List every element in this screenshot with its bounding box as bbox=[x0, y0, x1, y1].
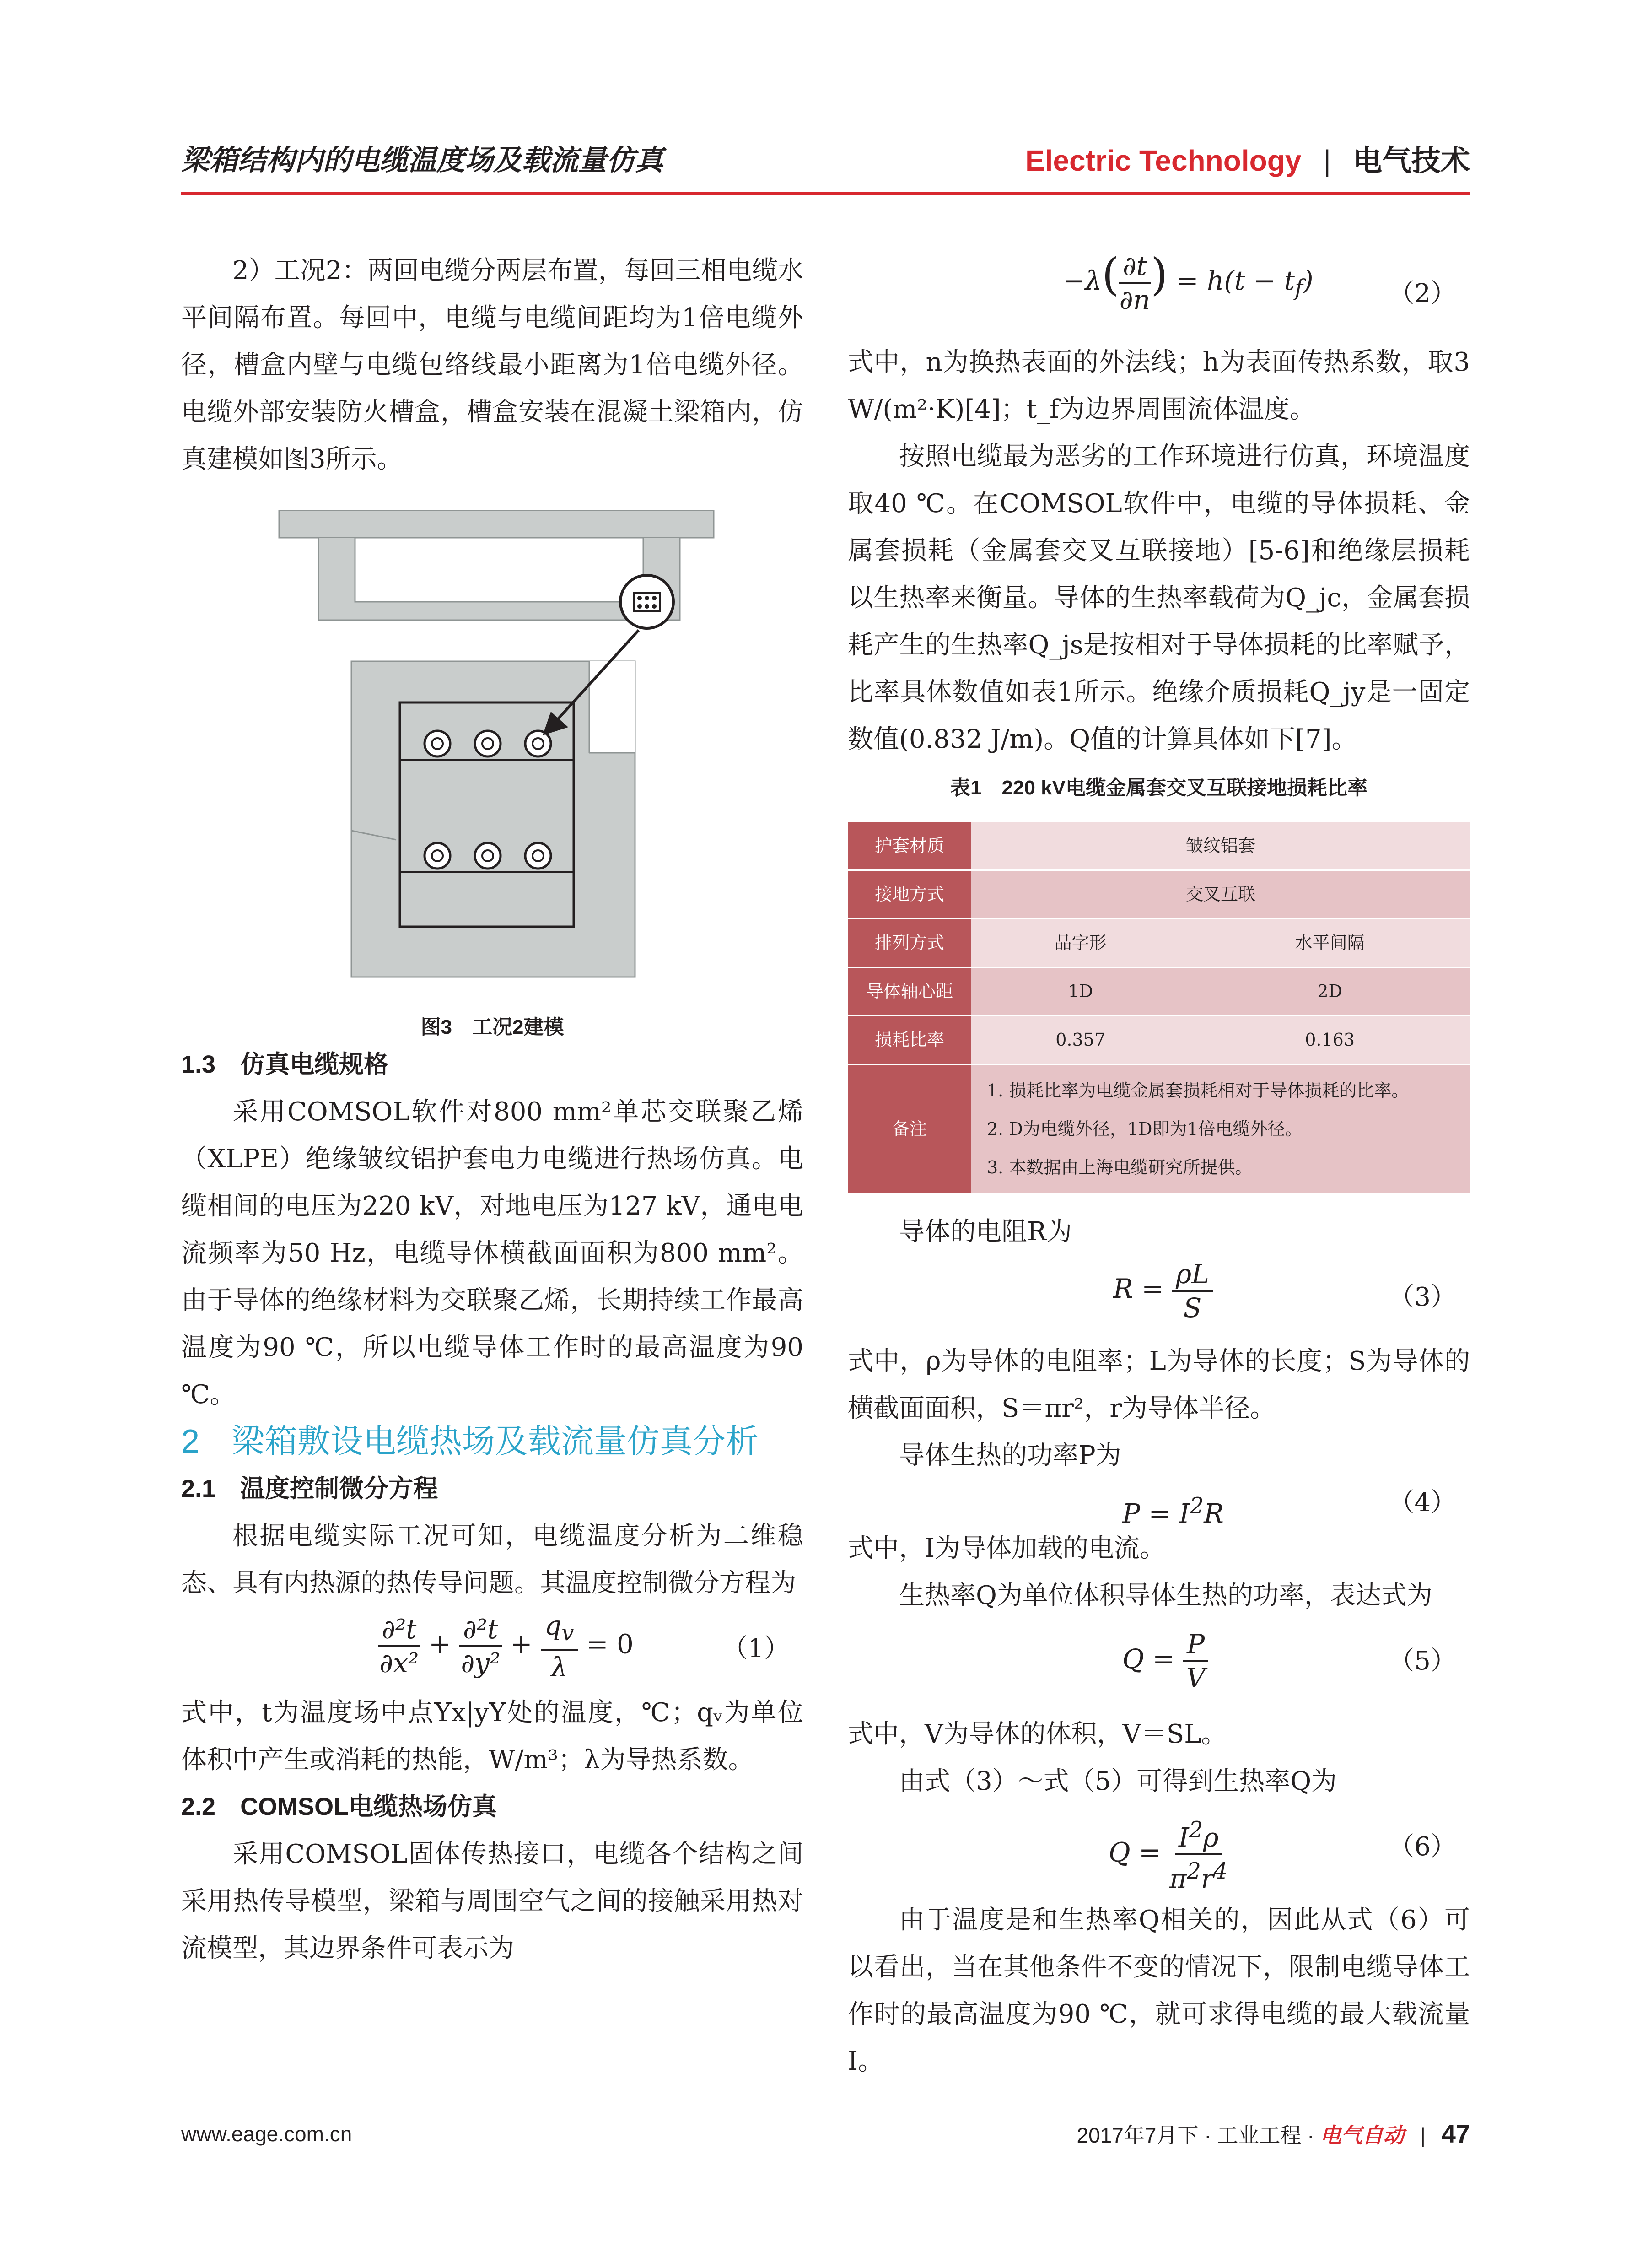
paragraph: 2）工况2：两回电缆分两层布置，每回三相电缆水平间隔布置。每回中，电缆与电缆间距均为1倍电缆外径，槽盒内壁与电缆包络线最小距离为1倍电缆外径。电缆外部安装防火槽盒，槽盒安装在混凝土梁箱内，仿真建模如图3所示。 bbox=[181, 256, 803, 474]
journal-logo: 电气自动 bbox=[1320, 2123, 1405, 2147]
table-note: 1. 损耗比率为电缆金属套损耗相对于导体损耗的比率。 bbox=[987, 1080, 1409, 1101]
table-1 bbox=[848, 822, 1470, 1194]
paragraph: 式中，t为温度场中点Yx|yY处的温度，℃；qᵥ为单位体积中产生或消耗的热能，W/m³；λ为导热系数。 bbox=[181, 1698, 803, 1775]
paragraph: 由式（3）～式（5）可得到生热率Q为 bbox=[899, 1766, 1337, 1796]
table-cell: 2D bbox=[1190, 967, 1470, 1016]
footer-info bbox=[1077, 2119, 1470, 2149]
table-cell: 水平间隔 bbox=[1190, 919, 1470, 967]
paragraph: 根据电缆实际工况可知，电缆温度分析为二维稳态、具有内热源的热传导问题。其温度控制微分方程为 bbox=[181, 1521, 803, 1598]
left-column bbox=[181, 247, 803, 1972]
equation-2: −λ( $\frac{\partial t}{\partial n}$ ) = $h(t - t_f)$ （2） bbox=[848, 247, 1470, 339]
equation-6: Q = $\frac{I^2\rho}{\pi^2r^4}$ （6） bbox=[848, 1805, 1470, 1896]
section-heading-2-2: 2.2 COMSOL电缆热场仿真 bbox=[181, 1793, 497, 1820]
table-cell: 备注 bbox=[848, 1064, 971, 1194]
paragraph: 式中，n为换热表面的外法线；h为表面传热系数，取3 W/(m²·K)[4]；t_f为边界周围流体温度。 bbox=[848, 347, 1470, 424]
running-title: 梁箱结构内的电缆温度场及载流量仿真 bbox=[181, 143, 664, 177]
paragraph: 导体生热的功率P为 bbox=[899, 1441, 1121, 1470]
table-row bbox=[848, 967, 1470, 1016]
table-row bbox=[848, 919, 1470, 967]
table-cell: 排列方式 bbox=[848, 919, 971, 967]
paragraph: 生热率Q为单位体积导体生热的功率，表达式为 bbox=[899, 1581, 1432, 1610]
figure-3-diagram bbox=[181, 510, 803, 1004]
figure-caption: 图3 工况2建模 bbox=[420, 1016, 564, 1038]
journal-name-en: Electric Technology bbox=[1025, 144, 1302, 177]
paragraph: 由于温度是和生热率Q相关的，因此从式（6）可以看出，当在其他条件不变的情况下，限制电缆导体工作时的最高温度为90 ℃，就可求得电缆的最大载流量I。 bbox=[848, 1905, 1470, 2076]
paragraph: 采用COMSOL固体传热接口，电缆各个结构之间采用热传导模型，梁箱与周围空气之间的接触采用热对流模型，其边界条件可表示为 bbox=[181, 1839, 803, 1963]
journal-name-cn: 电气技术 bbox=[1353, 144, 1470, 177]
section-heading-1-3: 1.3 仿真电缆规格 bbox=[181, 1051, 389, 1078]
paragraph: 导体的电阻R为 bbox=[899, 1217, 1072, 1247]
section-title: 梁箱敷设电缆热场及载流量仿真分析 bbox=[231, 1423, 759, 1460]
footer-url: www.eage.com.cn bbox=[181, 2122, 352, 2146]
table-cell: 交叉互联 bbox=[971, 870, 1470, 919]
table-row bbox=[848, 1064, 1470, 1194]
right-column bbox=[848, 247, 1470, 2085]
paragraph: 式中，ρ为导体的电阻率；L为导体的长度；S为导体的横截面面积，S＝πr²，r为导体半径。 bbox=[848, 1346, 1470, 1423]
equation-3: R = $\frac{\rho L}{S}$ （3） bbox=[1113, 1258, 1456, 1323]
table-notes bbox=[971, 1064, 1470, 1194]
table-note: 3. 本数据由上海电缆研究所提供。 bbox=[987, 1157, 1253, 1177]
table-cell: 0.357 bbox=[971, 1016, 1190, 1064]
figure-3 bbox=[181, 510, 803, 1041]
table-row bbox=[848, 1016, 1470, 1064]
table-cell: 接地方式 bbox=[848, 870, 971, 919]
footer-issue: 2017年7月下 · 工业工程 · bbox=[1077, 2123, 1314, 2147]
equation-number: （2） bbox=[1389, 279, 1456, 308]
table-row bbox=[848, 822, 1470, 870]
table-cell: 品字形 bbox=[971, 919, 1190, 967]
equation-number: （3） bbox=[1389, 1282, 1456, 1312]
equation-1: $\frac{\text{∂²t}}{\text{∂x²}}$ + $\frac{\text{∂²t}}{\text{∂y²}}$ + $\frac{q_v}{\lambda}$ = 0 （1） bbox=[181, 1607, 803, 1689]
footer-separator: | bbox=[1420, 2123, 1426, 2147]
header-rule bbox=[181, 192, 1470, 195]
table-note: 2. D为电缆外径，1D即为1倍电缆外径。 bbox=[987, 1119, 1303, 1139]
paragraph: 式中，I为导体加载的电流。 bbox=[848, 1534, 1166, 1563]
table-cell: 护套材质 bbox=[848, 822, 971, 870]
table-cell: 0.163 bbox=[1190, 1016, 1470, 1064]
section-heading-2 bbox=[181, 1418, 803, 1465]
page-number: 47 bbox=[1441, 2119, 1470, 2148]
equation-5: Q = $\frac{P}{V}$ （5） bbox=[1122, 1629, 1456, 1694]
table-cell: 损耗比率 bbox=[848, 1016, 971, 1064]
table-cell: 1D bbox=[971, 967, 1190, 1016]
equation-number: （4） bbox=[1389, 1488, 1456, 1517]
section-number: 2 bbox=[181, 1423, 200, 1460]
paragraph: 按照电缆最为恶劣的工作环境进行仿真，环境温度取40 ℃。在COMSOL软件中，电缆的导体损耗、金属套损耗（金属套交叉互联接地）[5-6]和绝缘层损耗以生热率来衡量。导体的生热率载荷为Q_jc，金属套损耗产生的生热率Q_js是按相对于导体损耗的比率赋予，比率具体数值如表1所示。绝缘介质损耗Q_jy是一固定数值(0.832 J/m)。Q值的计算具体如下[7]。 bbox=[848, 442, 1470, 754]
equation-number: （6） bbox=[1389, 1832, 1456, 1862]
table-row bbox=[848, 870, 1470, 919]
paragraph: 采用COMSOL软件对800 mm²单芯交联聚乙烯（XLPE）绝缘皱纹铝护套电力电缆进行热场仿真。电缆相间的电压为220 kV，对地电压为127 kV，通电电流频率为50 Hz，电缆导体横截面面积为800 mm²。由于导体的绝缘材料为交联聚乙烯，长期持续工作最高温度为90 ℃，所以电缆导体工作时的最高温度为90 ℃。 bbox=[181, 1097, 803, 1409]
journal-name bbox=[1025, 137, 1470, 179]
table-caption: 表1 220 kV电缆金属套交叉互联接地损耗比率 bbox=[950, 777, 1367, 799]
paragraph: 式中，V为导体的体积，V＝SL。 bbox=[848, 1719, 1227, 1749]
section-heading-2-1: 2.1 温度控制微分方程 bbox=[181, 1475, 438, 1502]
equation-4: $P = I^2R$ （4） bbox=[848, 1479, 1470, 1525]
equation-number: （1） bbox=[722, 1634, 790, 1663]
equation-number: （5） bbox=[1389, 1646, 1456, 1676]
table-cell: 导体轴心距 bbox=[848, 967, 971, 1016]
header-separator: | bbox=[1323, 144, 1331, 177]
table-cell: 皱纹铝套 bbox=[971, 822, 1470, 870]
